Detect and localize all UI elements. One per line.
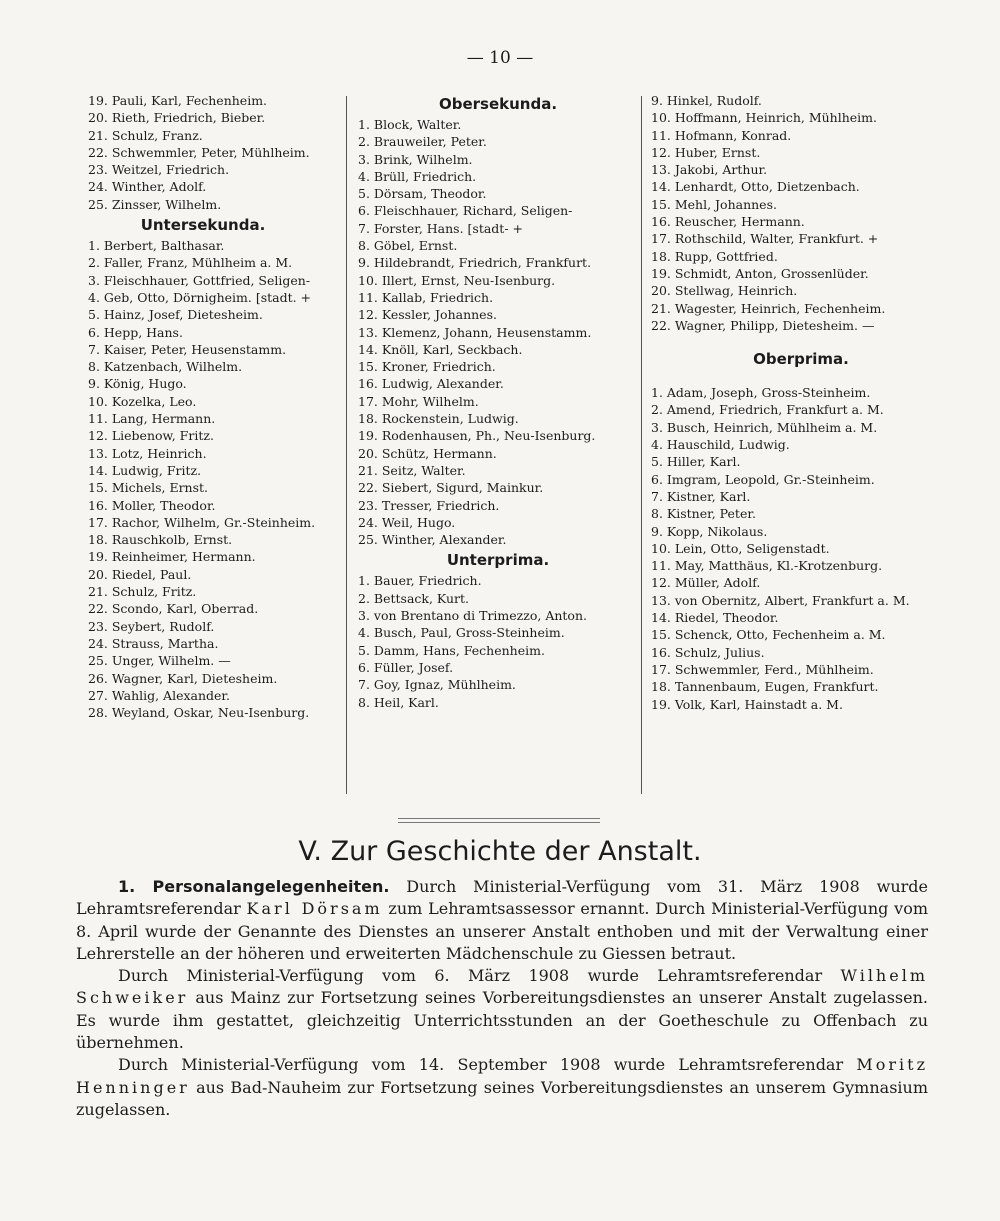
list-item: 11. May, Matthäus, Kl.-Krotzenburg. <box>651 558 883 574</box>
list-item: 6. Hepp, Hans. <box>88 324 183 340</box>
list-item: 17. Mohr, Wilhelm. <box>358 393 479 409</box>
list-item: 2. Brauweiler, Peter. <box>358 134 487 150</box>
list-item: 24. Weil, Hugo. <box>358 514 456 530</box>
list-item: 20. Riedel, Paul. <box>88 566 192 582</box>
list-item: 7. Kistner, Karl. <box>651 488 751 504</box>
list-continued-left <box>88 92 338 213</box>
list-item: 22. Scondo, Karl, Oberrad. <box>88 601 259 617</box>
list-item: 3. von Brentano di Trimezzo, Anton. <box>358 608 587 624</box>
list-item: 25. Zinsser, Wilhelm. <box>88 196 222 212</box>
person-name: Wilhelm Schweiker <box>76 966 928 1008</box>
list-item: 3. Busch, Heinrich, Mühlheim a. M. <box>651 419 878 435</box>
heading-untersekunda: Untersekunda. <box>140 216 266 235</box>
list-item: 19. Reinheimer, Hermann. <box>88 549 256 565</box>
heading-oberprima: Oberprima. <box>753 350 849 369</box>
list-item: 15. Michels, Ernst. <box>88 480 209 496</box>
section-body <box>76 876 928 1121</box>
list-item: 10. Illert, Ernst, Neu-Isenburg. <box>358 272 556 288</box>
list-item: 9. Kopp, Nikolaus. <box>651 523 768 539</box>
person-name: Karl Dörsam <box>246 899 383 919</box>
list-item: 17. Rachor, Wilhelm, Gr.-Steinheim. <box>88 514 316 530</box>
list-item: 15. Mehl, Johannes. <box>651 196 777 212</box>
list-item: 5. Dörsam, Theodor. <box>358 186 487 202</box>
list-item: 12. Liebenow, Fritz. <box>88 428 214 444</box>
list-item: 19. Pauli, Karl, Fechenheim. <box>88 93 268 108</box>
list-item: 1. Berbert, Balthasar. <box>88 238 225 254</box>
list-item: 20. Rieth, Friedrich, Bieber. <box>88 110 266 126</box>
list-item: 13. Jakobi, Arthur. <box>651 162 768 178</box>
list-item: 8. Kistner, Peter. <box>651 506 756 522</box>
list-item: 7. Kaiser, Peter, Heusenstamm. <box>88 341 287 357</box>
list-item: 6. Imgram, Leopold, Gr.-Steinheim. <box>651 471 875 487</box>
page-number: — 10 — <box>466 48 534 68</box>
list-item: 18. Rockenstein, Ludwig. <box>358 411 519 427</box>
list-item: 5. Hainz, Josef, Dietesheim. <box>88 307 263 323</box>
list-item: 20. Stellwag, Heinrich. <box>651 283 798 299</box>
list-item: 8. Göbel, Ernst. <box>358 238 458 254</box>
list-untersekunda <box>88 237 338 721</box>
list-item: 20. Schütz, Hermann. <box>358 445 497 461</box>
list-item: 7. Forster, Hans. [stadt- + <box>358 220 524 236</box>
list-item: 10. Lein, Otto, Seligenstadt. <box>651 540 830 556</box>
list-item: 18. Rauschkolb, Ernst. <box>88 532 233 548</box>
list-item: 12. Huber, Ernst. <box>651 144 761 160</box>
list-item: 15. Kroner, Friedrich. <box>358 359 496 375</box>
list-item: 27. Wahlig, Alexander. <box>88 687 231 703</box>
list-item: 1. Bauer, Friedrich. <box>358 573 482 589</box>
list-item: 13. Lotz, Heinrich. <box>88 445 207 461</box>
list-item: 13. Klemenz, Johann, Heusenstamm. <box>358 324 592 340</box>
list-item: 14. Knöll, Karl, Seckbach. <box>358 341 523 357</box>
list-item: 4. Brüll, Friedrich. <box>358 168 477 184</box>
paragraph: 1. Personalangelegenheiten. Durch Ministerial-Verfügung vom 31. März 1908 wurde Lehramtsreferendar Karl Dörsam zum Lehramtsassessor ernannt. Durch Ministerial-Verfügung vom 8. April wurde der Genannte des Dienstes an unserer Anstalt enthoben und mit der Verwaltung einer Lehrerstelle an der höheren und erweiterten Mädchenschule zu Giessen betraut. <box>76 877 929 963</box>
list-item: 13. von Obernitz, Albert, Frankfurt a. M. <box>651 592 910 608</box>
list-item: 2. Amend, Friedrich, Frankfurt a. M. <box>651 402 884 418</box>
list-item: 9. Hinkel, Rudolf. <box>651 93 762 108</box>
list-item: 2. Bettsack, Kurt. <box>358 590 470 606</box>
list-item: 23. Weitzel, Friedrich. <box>88 162 230 178</box>
column-right <box>651 92 951 713</box>
list-item: 19. Schmidt, Anton, Grossenlüder. <box>651 265 869 281</box>
list-item: 12. Kessler, Johannes. <box>358 307 497 323</box>
list-item: 9. König, Hugo. <box>88 376 187 392</box>
list-item: 25. Winther, Alexander. <box>358 532 507 548</box>
list-item: 21. Schulz, Fritz. <box>88 584 197 600</box>
list-item: 24. Strauss, Martha. <box>88 635 219 651</box>
list-item: 22. Siebert, Sigurd, Mainkur. <box>358 480 544 496</box>
list-item: 21. Wagester, Heinrich, Fechenheim. <box>651 300 886 316</box>
column-divider <box>346 96 347 794</box>
list-item: 14. Ludwig, Fritz. <box>88 462 202 478</box>
list-item: 5. Damm, Hans, Fechenheim. <box>358 642 545 658</box>
list-item: 7. Goy, Ignaz, Mühlheim. <box>358 677 516 693</box>
section-divider <box>398 818 600 819</box>
list-item: 17. Rothschild, Walter, Frankfurt. + <box>651 231 879 247</box>
list-item: 4. Busch, Paul, Gross-Steinheim. <box>358 625 565 641</box>
list-item: 4. Hauschild, Ludwig. <box>651 437 790 453</box>
list-item: 9. Hildebrandt, Friedrich, Frankfurt. <box>358 255 592 271</box>
list-item: 18. Tannenbaum, Eugen, Frankfurt. <box>651 679 879 695</box>
list-item: 23. Seybert, Rudolf. <box>88 618 215 634</box>
column-middle <box>358 92 638 711</box>
list-item: 16. Reuscher, Hermann. <box>651 214 805 230</box>
list-item: 12. Müller, Adolf. <box>651 575 761 591</box>
list-item: 14. Lenhardt, Otto, Dietzenbach. <box>651 179 860 195</box>
list-item: 4. Geb, Otto, Dörnigheim. [stadt. + <box>88 289 312 305</box>
heading-unterprima: Unterprima. <box>446 551 550 570</box>
list-item: 16. Ludwig, Alexander. <box>358 376 504 392</box>
paragraph-lead: 1. Personalangelegenheiten. <box>118 877 390 896</box>
list-item: 16. Moller, Theodor. <box>88 497 216 513</box>
list-item: 2. Faller, Franz, Mühlheim a. M. <box>88 255 293 271</box>
list-item: 11. Hofmann, Konrad. <box>651 127 792 143</box>
list-item: 14. Riedel, Theodor. <box>651 610 779 626</box>
list-item: 23. Tresser, Friedrich. <box>358 497 500 513</box>
paragraph: Durch Ministerial-Verfügung vom 6. März 1908 wurde Lehramtsreferendar Wilhelm Schweiker aus Mainz zur Fortsetzung seines Vorbereitungsdienstes an unserer Anstalt zugelassen. Es wurde ihm gestattet, gleichzeitig Unterrichtsstunden an der Goetheschule zu Offenbach zu übernehmen. <box>76 966 928 1053</box>
list-item: 8. Heil, Karl. <box>358 694 439 710</box>
list-item: 10. Kozelka, Leo. <box>88 393 197 409</box>
section-divider <box>398 822 600 823</box>
list-item: 25. Unger, Wilhelm. — <box>88 653 231 669</box>
list-item: 16. Schulz, Julius. <box>651 644 765 660</box>
paragraph: Durch Ministerial-Verfügung vom 14. September 1908 wurde Lehramtsreferendar Moritz Henninger aus Bad-Nauheim zur Fortsetzung seines Vorbereitungsdienstes an unserem Gymnasium zugelassen. <box>76 1055 928 1119</box>
list-unterprima <box>358 572 638 710</box>
list-obersekunda <box>358 116 638 548</box>
section-title: V. Zur Geschichte der Anstalt. <box>298 836 702 867</box>
list-item: 5. Hiller, Karl. <box>651 454 741 470</box>
list-item: 19. Volk, Karl, Hainstadt a. M. <box>651 696 843 712</box>
list-item: 21. Seitz, Walter. <box>358 462 466 478</box>
list-item: 15. Schenck, Otto, Fechenheim a. M. <box>651 627 886 643</box>
list-item: 17. Schwemmler, Ferd., Mühlheim. <box>651 661 874 677</box>
list-item: 22. Wagner, Philipp, Dietesheim. — <box>651 317 875 333</box>
list-item: 11. Kallab, Friedrich. <box>358 289 494 305</box>
column-divider <box>641 96 642 794</box>
list-item: 19. Rodenhausen, Ph., Neu-Isenburg. <box>358 428 596 444</box>
heading-obersekunda: Obersekunda. <box>438 95 558 113</box>
list-item: 26. Wagner, Karl, Dietesheim. <box>88 670 278 686</box>
list-item: 21. Schulz, Franz. <box>88 127 203 143</box>
column-left <box>88 92 338 721</box>
list-item: 6. Füller, Josef. <box>358 659 454 675</box>
list-item: 1. Adam, Joseph, Gross-Steinheim. <box>651 385 871 401</box>
list-item: 11. Lang, Hermann. <box>88 411 216 427</box>
list-item: 3. Brink, Wilhelm. <box>358 151 473 167</box>
list-item: 28. Weyland, Oskar, Neu-Isenburg. <box>88 705 310 721</box>
list-item: 1. Block, Walter. <box>358 117 462 132</box>
list-item: 3. Fleischhauer, Gottfried, Seligen- <box>88 272 311 288</box>
list-item: 18. Rupp, Gottfried. <box>651 248 778 264</box>
list-oberprima <box>651 384 951 713</box>
list-item: 6. Fleischhauer, Richard, Seligen- <box>358 203 573 219</box>
list-item: 8. Katzenbach, Wilhelm. <box>88 359 243 375</box>
list-unterprima-continued <box>651 92 951 334</box>
list-item: 22. Schwemmler, Peter, Mühlheim. <box>88 144 310 160</box>
list-item: 10. Hoffmann, Heinrich, Mühlheim. <box>651 110 878 126</box>
list-item: 24. Winther, Adolf. <box>88 179 207 195</box>
person-name: Moritz Henninger <box>76 1055 928 1097</box>
